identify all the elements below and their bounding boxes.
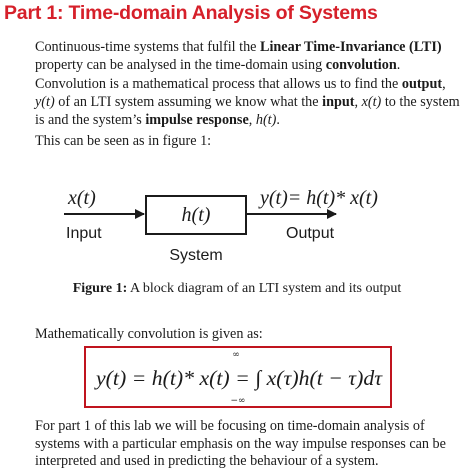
convolution-equation [86,348,390,406]
text-run: of an LTI system assuming we know what the [54,94,323,110]
figure-caption [0,281,474,297]
block-diagram [60,178,440,273]
section-title: Part 1: Time-domain Analysis of Systems [4,2,378,24]
input-label: Input [66,225,102,242]
bold-term-input: input [322,94,355,110]
system-label: System [169,247,223,264]
bold-term-impulse-response: impulse response [145,112,249,128]
text-run: to the system is and the system’s [35,94,460,128]
text-run: , [442,76,446,92]
output-label: Output [286,225,335,242]
bold-term-output: output [401,76,443,92]
text-run: . [396,57,401,73]
symbol-y: y(t) [35,94,55,110]
text-run: Continuous-time systems that fulfil the [35,39,261,55]
bold-term-lti: Linear Time-Invariance (LTI) [260,39,442,55]
text-run: . [276,112,280,128]
caption-label: Figure 1: [72,281,128,296]
system-symbol: h(t) [181,204,211,226]
text-run: property can be analysed in the time-domain using [35,57,326,73]
lower-limit: −∞ [230,396,246,406]
equation-box [84,346,392,408]
input-symbol: x(t) [68,187,96,209]
output-symbol: y(t)= h(t)* x(t) [260,187,378,209]
symbol-x: x(t) [361,94,382,110]
paragraph-convolution [35,75,467,129]
paragraph-lti [35,38,467,74]
equation-text: y(t) = h(t)* x(t) = ∫ x(τ)h(t − τ)dτ [96,366,373,390]
math-intro: Mathematically convolution is given as: [35,326,263,342]
caption-text: A block diagram of an LTI system and its output [127,281,402,296]
symbol-h: h(t) [255,112,277,128]
bold-term-convolution: convolution [325,57,397,73]
paragraph-figure-ref: This can be seen as in figure 1: [35,133,212,149]
text-run: , [248,112,256,128]
text-run: Convolution is a mathematical process that allows us to find the [35,76,402,92]
text-run: , [354,94,362,110]
upper-limit: ∞ [232,350,240,360]
paragraph-lab-focus: For part 1 of this lab we will be focusing on time-domain analysis of systems with a particular emphasis on the way impulse responses can be interpreted and used in predicting the behaviour of a system. [35,418,446,469]
